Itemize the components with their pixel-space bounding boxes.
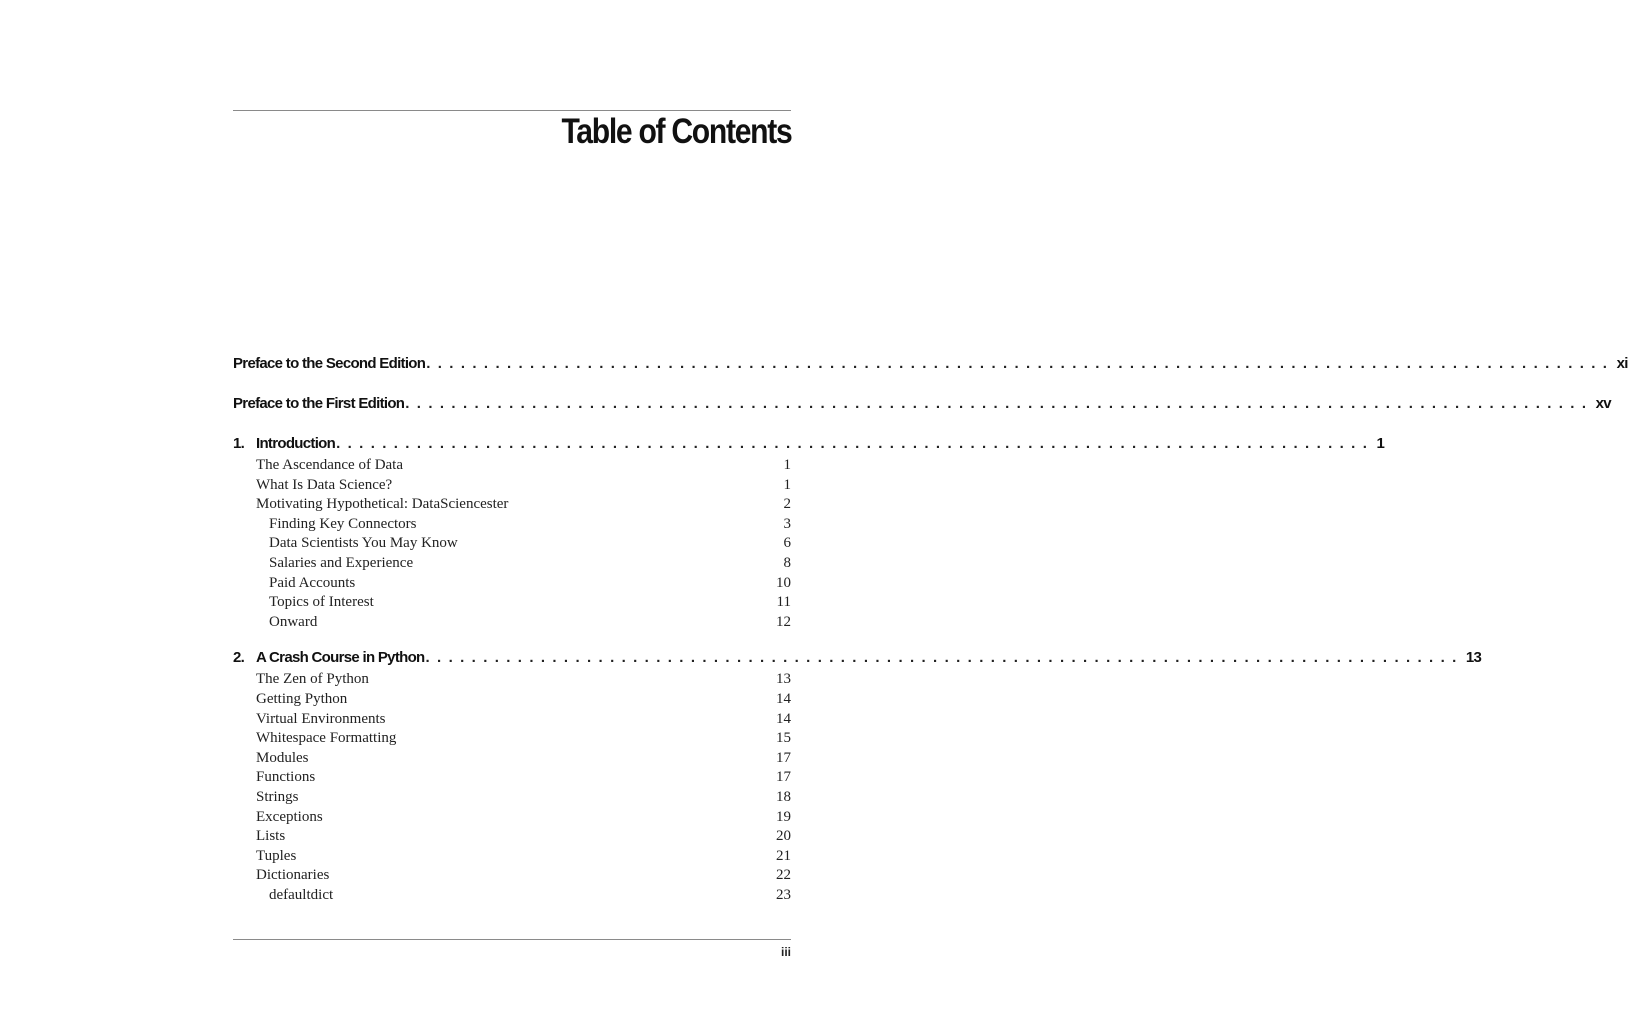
section-entry[interactable]: [233, 496, 791, 516]
chapter-block: [233, 649, 1482, 906]
section-label: The Zen of Python: [256, 671, 369, 688]
section-label: Whitespace Formatting: [256, 730, 397, 747]
leader-dots: . . . . . . . . . . . . . . . . . . . . . . . . . . . . . . . . . . . . . . . . . . . . . . . . . . . . . . . . . . . . . . . . . . . . . . . . . . . . . . . . . . . . . . . . . . . . . . . . . . . . . . .: [426, 355, 1609, 372]
section-page: 23: [776, 886, 791, 903]
section-page: 17: [776, 749, 791, 766]
section-entry[interactable]: [233, 594, 791, 614]
section-page: 18: [776, 788, 791, 805]
section-entry[interactable]: [233, 730, 791, 750]
entry-label: Preface to the Second Edition: [233, 355, 426, 372]
section-page: 3: [783, 515, 791, 532]
front-matter-entry[interactable]: [233, 395, 1611, 417]
leader-dots: . . . . . . . . . . . . . . . . . . . . . . . . . . . . . . . . . . . . . . . . . . . . . . . . . . . . . . . . . . . . . . . . . . . . . . . . . . . . . . . . . . . . . . . . . . . . . . . . . . . . . . .: [405, 395, 1588, 412]
section-entry[interactable]: [233, 769, 791, 789]
chapter-page: 13: [1465, 649, 1482, 667]
section-entry[interactable]: [233, 614, 791, 634]
section-entry[interactable]: [233, 848, 791, 868]
section-label: Getting Python: [256, 690, 348, 707]
section-label: Tuples: [256, 847, 297, 864]
section-entry[interactable]: [233, 516, 791, 536]
section-entry[interactable]: [233, 671, 791, 691]
front-matter-entry[interactable]: [233, 355, 1628, 377]
section-label: Paid Accounts: [269, 574, 356, 591]
section-entry[interactable]: [233, 555, 791, 575]
section-label: Salaries and Experience: [269, 554, 414, 571]
section-label: What Is Data Science?: [256, 476, 393, 493]
chapter-page: 1: [1376, 435, 1385, 452]
chapter-number: 1.: [233, 435, 245, 452]
section-label: Finding Key Connectors: [269, 515, 417, 532]
section-page: 1: [783, 476, 791, 493]
section-label: defaultdict: [269, 886, 334, 903]
section-page: 2: [783, 496, 791, 513]
entry-page: xi: [1616, 355, 1628, 372]
chapter-title: A Crash Course in Python: [256, 649, 425, 667]
section-page: 1: [783, 457, 791, 473]
chapter-entry[interactable]: [233, 649, 1482, 671]
section-page: 10: [776, 574, 791, 591]
bottom-rule: [233, 939, 791, 940]
entry-page: xv: [1595, 395, 1611, 412]
section-page: 14: [776, 690, 791, 707]
section-entry[interactable]: [233, 477, 791, 497]
section-page: 6: [783, 535, 791, 552]
section-entry[interactable]: [233, 535, 791, 555]
section-page: 13: [776, 671, 791, 688]
leader-dots: . . . . . . . . . . . . . . . . . . . . . . . . . . . . . . . . . . . . . . . . . . . . . . . . . . . . . . . . . . . . . . . . . . . . . . . . . . . . . . . . . . . . . . . . . .: [425, 649, 1458, 667]
page-number: iii: [780, 945, 791, 959]
section-entry[interactable]: [233, 789, 791, 809]
entry-label: Preface to the First Edition: [233, 395, 405, 412]
section-page: 15: [776, 730, 791, 747]
section-page: 19: [776, 808, 791, 825]
section-page: 17: [776, 769, 791, 786]
section-label: Data Scientists You May Know: [269, 535, 458, 552]
section-label: Topics of Interest: [269, 594, 374, 611]
section-label: Virtual Environments: [256, 710, 386, 727]
chapter-block: [233, 435, 1385, 633]
section-label: Lists: [256, 828, 286, 845]
section-label: Dictionaries: [256, 867, 330, 884]
section-page: 20: [776, 828, 791, 845]
section-label: Exceptions: [256, 808, 323, 825]
section-entry[interactable]: [233, 867, 791, 887]
section-label: Functions: [256, 769, 316, 786]
section-entry[interactable]: [233, 887, 791, 907]
section-page: 11: [776, 594, 791, 611]
section-page: 12: [776, 613, 791, 630]
section-page: 22: [776, 867, 791, 884]
section-label: Motivating Hypothetical: DataSciencester: [256, 496, 509, 513]
section-entry[interactable]: [233, 711, 791, 731]
section-label: Onward: [269, 613, 318, 630]
section-entry[interactable]: [233, 457, 791, 477]
section-entry[interactable]: [233, 809, 791, 829]
section-page: 14: [776, 710, 791, 727]
page-title: Table of Contents: [560, 112, 791, 151]
section-entry[interactable]: [233, 750, 791, 770]
leader-dots: . . . . . . . . . . . . . . . . . . . . . . . . . . . . . . . . . . . . . . . . . . . . . . . . . . . . . . . . . . . . . . . . . . . . . . . . . . . . . . . . . . . . . . . . . .: [336, 435, 1369, 452]
section-entry[interactable]: [233, 828, 791, 848]
chapter-number: 2.: [233, 649, 245, 667]
toc-list: [233, 355, 1628, 922]
top-rule: [233, 110, 791, 111]
section-page: 21: [776, 847, 791, 864]
chapter-entry[interactable]: [233, 435, 1385, 457]
section-label: Strings: [256, 788, 299, 805]
section-label: The Ascendance of Data: [256, 457, 404, 473]
chapter-title: Introduction: [256, 435, 336, 452]
section-entry[interactable]: [233, 575, 791, 595]
toc-page: [233, 0, 1628, 1024]
section-label: Modules: [256, 749, 309, 766]
section-entry[interactable]: [233, 691, 791, 711]
section-page: 8: [783, 554, 791, 571]
